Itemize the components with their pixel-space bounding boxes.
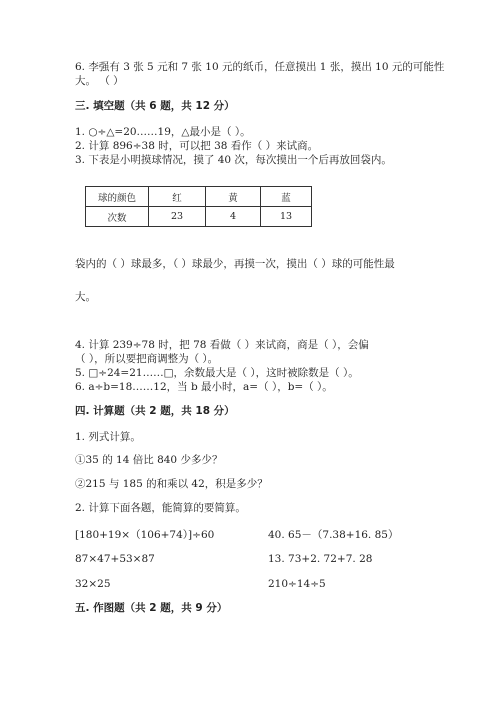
table-cell: 13 xyxy=(261,207,312,227)
s4-q2: 2. 计算下面各题，能简算的要简算。 xyxy=(75,502,246,514)
s4-q1b: ②215 与 185 的和乘以 42，积是多少？ xyxy=(75,478,268,490)
table-row xyxy=(86,207,312,227)
s3-q1: 1. ○÷△=20……19，△最小是（ ）。 xyxy=(75,126,251,138)
s4-q1: 1. 列式计算。 xyxy=(75,431,141,443)
q6-line1: 6. 李强有 3 张 5 元和 7 张 10 元的纸币，任意摸出 1 张，摸出 10 元的可能性 xyxy=(75,61,445,73)
expression: 210÷14÷5 xyxy=(268,578,326,590)
s3-q3-text2: 大。 xyxy=(75,291,96,303)
expression: 13. 73+2. 72+7. 28 xyxy=(268,553,373,565)
table-cell: 球的颜色 xyxy=(86,187,149,207)
section3-title: 三. 填空题（共 6 题，共 12 分） xyxy=(75,100,235,112)
table-cell: 黄 xyxy=(206,187,261,207)
s3-q4-line2: （ ），所以要把商调整为（ ）。 xyxy=(75,353,219,365)
s3-q5: 5. □÷24=21……□，余数最大是（ ），这时被除数是（ ）。 xyxy=(75,367,359,379)
table-cell: 红 xyxy=(149,187,206,207)
s3-q4-line1: 4. 计算 239÷78 时，把 78 看做（ ）来试商，商是（ ），会偏 xyxy=(75,339,369,351)
s4-q1a: ①35 的 14 倍比 840 少多少？ xyxy=(75,454,223,466)
section5-title: 五. 作图题（共 2 题，共 9 分） xyxy=(75,602,228,614)
s3-q6: 6. a÷b=18……12，当 b 最小时，a=（ ），b=（ ）。 xyxy=(75,381,333,393)
table-cell: 23 xyxy=(149,207,206,227)
s3-q3: 3. 下表是小明摸球情况，摸了 40 次，每次摸出一个后再放回袋内。 xyxy=(75,154,392,166)
expression: 87×47+53×87 xyxy=(75,553,155,565)
expression: 40. 65－（7.38+16. 85） xyxy=(268,529,399,541)
ball-count-table xyxy=(85,186,312,227)
expression: [180+19×（106+74）]÷60 xyxy=(75,529,215,541)
table-cell: 4 xyxy=(206,207,261,227)
s3-q2: 2. 计算 896÷38 时，可以把 38 看作（ ）来试商。 xyxy=(75,140,319,152)
table-cell: 蓝 xyxy=(261,187,312,207)
expression: 32×25 xyxy=(75,578,111,590)
s3-q3-text1: 袋内的（ ）球最多，（ ）球最少，再摸一次，摸出（ ）球的可能性最 xyxy=(75,258,395,270)
table-header-row xyxy=(86,187,312,207)
table-cell: 次数 xyxy=(86,207,149,227)
q6-line2: 大。 （ ） xyxy=(75,75,124,87)
section4-title: 四. 计算题（共 2 题，共 18 分） xyxy=(75,405,235,417)
